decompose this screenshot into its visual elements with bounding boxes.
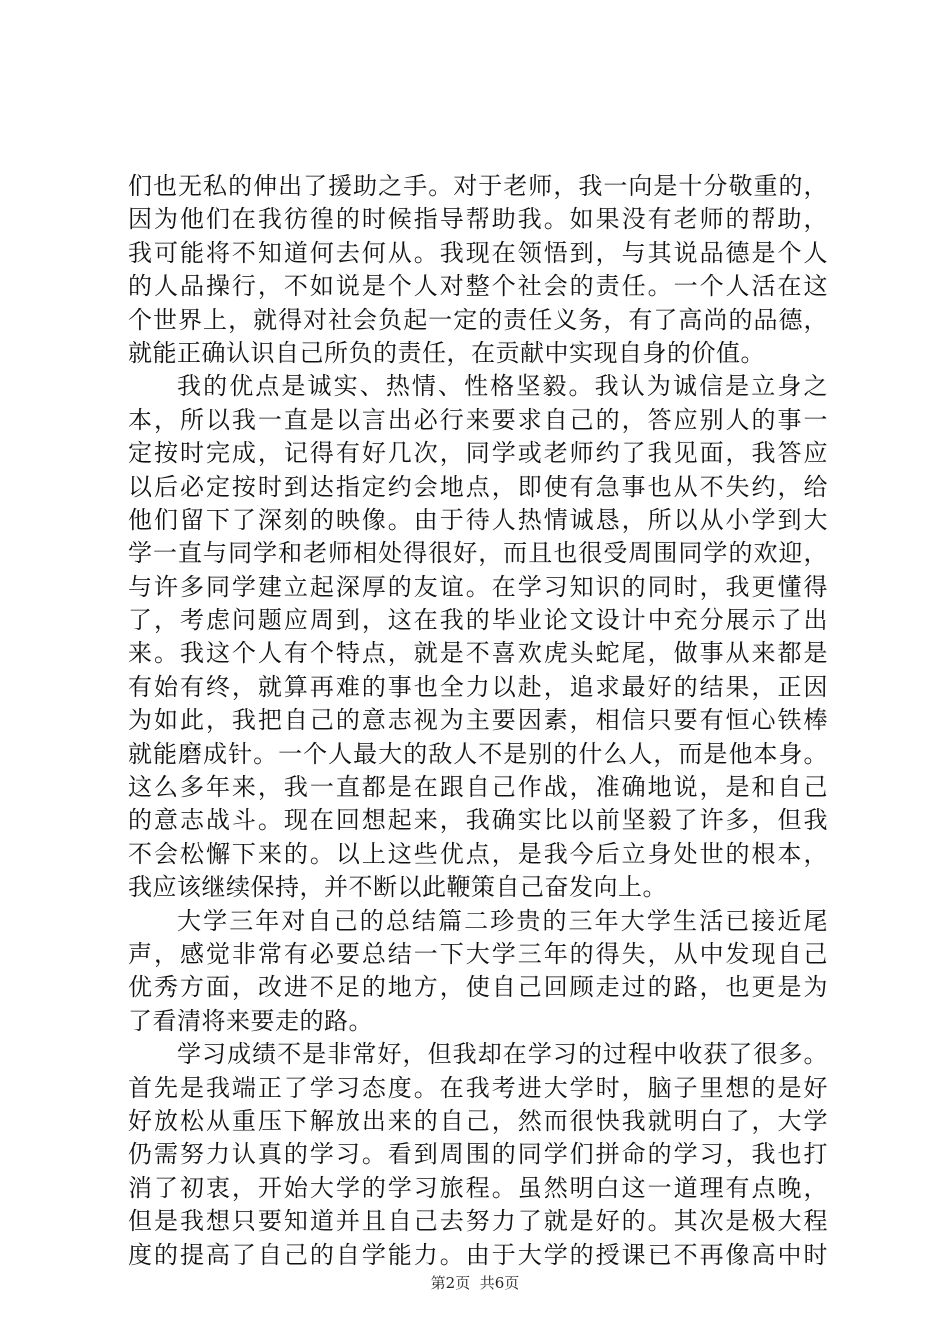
text-line: 们也无私的伸出了援助之手。对于老师，我一向是十分敬重的， (128, 172, 828, 200)
text-line: 就能磨成针。一个人最大的敌人不是别的什么人，而是他本身。 (128, 739, 828, 768)
text-line: 我的优点是诚实、热情、性格坚毅。我认为诚信是立身之 (177, 372, 828, 401)
text-line: 学一直与同学和老师相处得很好，而且也很受周围同学的欢迎， (128, 539, 828, 568)
document-body (128, 170, 828, 1272)
text-line: 的意志战斗。现在回想起来，我确实比以前坚毅了许多，但我 (128, 806, 828, 835)
text-line: 大学三年对自己的总结篇二珍贵的三年大学生活已接近尾 (177, 906, 828, 935)
text-line: 就能正确认识自己所负的责任，在贡献中实现自身的价值。 (128, 338, 765, 367)
text-line: 因为他们在我彷徨的时候指导帮助我。如果没有老师的帮助， (128, 205, 828, 234)
text-line: 学习成绩不是非常好，但我却在学习的过程中收获了很多。 (177, 1040, 828, 1069)
page-footer (0, 1272, 950, 1293)
text-line: 有始有终，就算再难的事也全力以赴，追求最好的结果，正因 (128, 672, 828, 701)
text-line: 消了初衷，开始大学的学习旅程。虽然明白这一道理有点晚， (128, 1173, 828, 1202)
text-line: 的人品操行，不如说是个人对整个社会的责任。一个人活在这 (128, 272, 828, 301)
text-line: 他们留下了深刻的映像。由于待人热情诚恳，所以从小学到大 (128, 505, 828, 534)
text-line: 但是我想只要知道并且自己去努力了就是好的。其次是极大程 (128, 1207, 828, 1236)
page-number: 第2页 (430, 1274, 471, 1292)
text-line: 这么多年来，我一直都是在跟自己作战，准确地说，是和自己 (128, 773, 828, 802)
text-line: 与许多同学建立起深厚的友谊。在学习知识的同时，我更懂得 (128, 572, 828, 601)
text-line: 了看清将来要走的路。 (128, 1006, 373, 1035)
text-line: 我可能将不知道何去何从。我现在领悟到，与其说品德是个人 (128, 238, 828, 267)
text-line: 声，感觉非常有必要总结一下大学三年的得失，从中发现自己 (128, 939, 828, 968)
text-line: 定按时完成，记得有好几次，同学或老师约了我见面，我答应 (128, 439, 828, 468)
page-total: 共6页 (479, 1274, 520, 1292)
text-line: 了，考虑问题应周到，这在我的毕业论文设计中充分展示了出 (128, 606, 828, 635)
text-line: 度的提高了自己的自学能力。由于大学的授课已不再像高中时 (128, 1240, 828, 1269)
text-line: 首先是我端正了学习态度。在我考进大学时，脑子里想的是好 (128, 1073, 828, 1102)
text-line: 个世界上，就得对社会负起一定的责任义务，有了高尚的品德， (128, 305, 828, 334)
text-line: 不会松懈下来的。以上这些优点，是我今后立身处世的根本， (128, 839, 828, 868)
text-line: 来。我这个人有个特点，就是不喜欢虎头蛇尾，做事从来都是 (128, 639, 828, 668)
text-line: 本，所以我一直是以言出必行来要求自己的，答应别人的事一 (128, 405, 828, 434)
text-line: 优秀方面，改进不足的地方，使自己回顾走过的路，也更是为 (128, 973, 828, 1002)
text-line: 仍需努力认真的学习。看到周围的同学们拼命的学习，我也打 (128, 1140, 828, 1169)
text-line: 以后必定按时到达指定约会地点，即使有急事也从不失约，给 (128, 472, 828, 501)
text-line: 好放松从重压下解放出来的自己，然而很快我就明白了，大学 (128, 1106, 828, 1135)
text-line: 为如此，我把自己的意志视为主要因素，相信只要有恒心铁棒 (128, 706, 828, 735)
text-line: 我应该继续保持，并不断以此鞭策自己奋发向上。 (128, 873, 667, 902)
